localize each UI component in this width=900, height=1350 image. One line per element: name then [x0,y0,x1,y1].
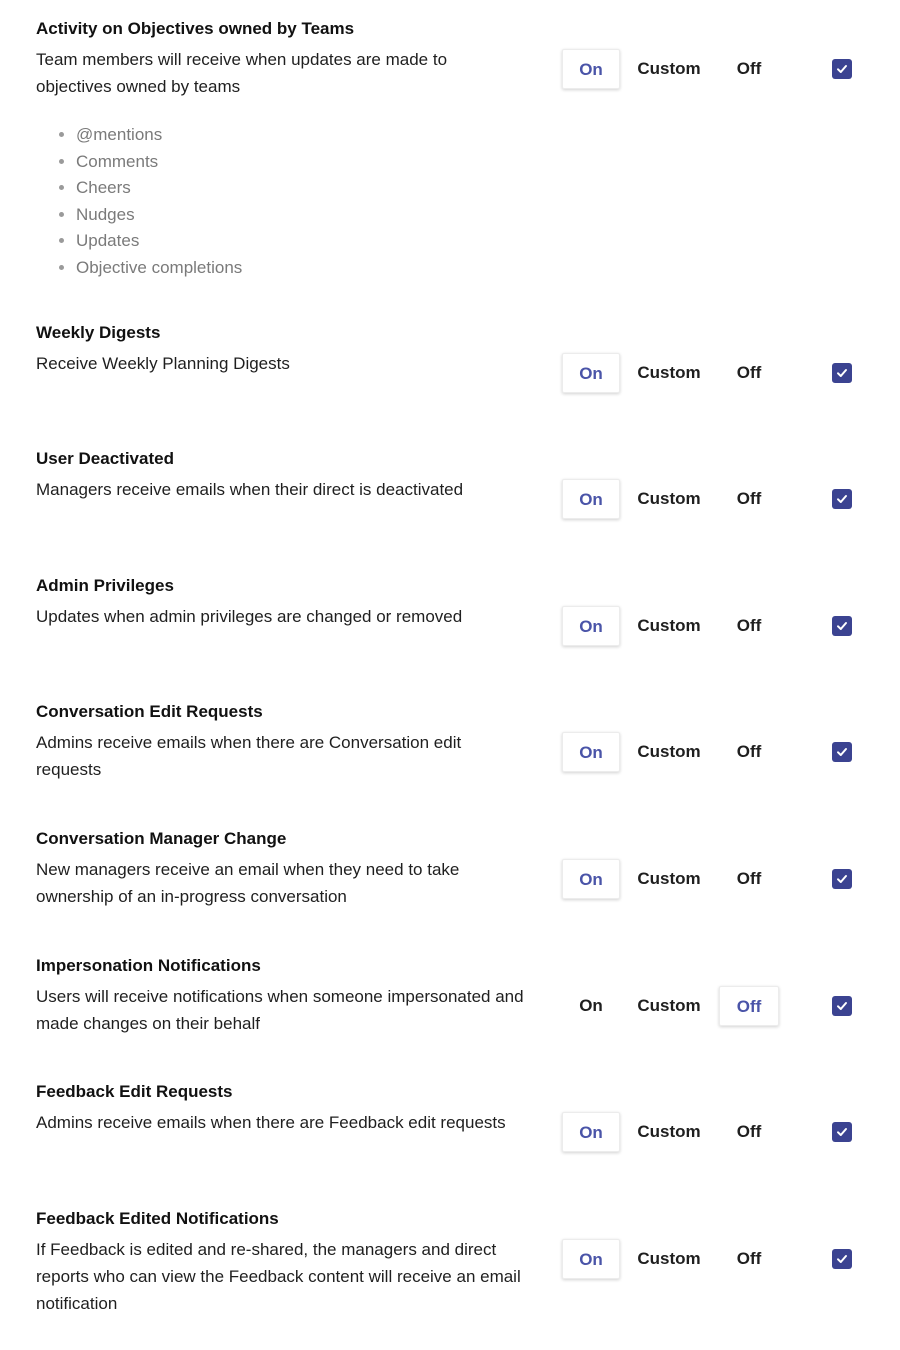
email-checkbox[interactable] [832,616,852,636]
notification-toggle-group [562,1112,852,1152]
setting-conversation-edit-requests [36,701,866,783]
toggle-on-button[interactable]: On [562,732,620,772]
activity-list-item: • Comments [76,149,866,176]
checkmark-icon [836,1126,848,1138]
toggle-on-button[interactable]: On [562,1239,620,1279]
setting-description: Users will receive notifications when someone impersonated and made changes on their behalf [36,987,524,1033]
setting-description: If Feedback is edited and re-shared, the managers and direct reports who can view the Feedback content will receive an email notification [36,1240,521,1313]
setting-description: Admins receive emails when there are Conversation edit requests [36,733,462,779]
toggle-off-button[interactable]: Off [736,363,762,382]
toggle-on-button[interactable]: On [579,996,603,1015]
setting-admin-privileges [36,575,866,636]
toggle-off-button[interactable]: Off [736,742,762,761]
toggle-custom-button[interactable]: Custom [637,59,701,78]
setting-title: Weekly Digests [36,323,161,342]
toggle-off-button[interactable]: Off [736,1122,762,1141]
toggle-on-button[interactable]: On [562,353,620,393]
toggle-off-button[interactable]: Off [736,616,762,635]
setting-impersonation-notifications [36,955,866,1037]
checkmark-icon [836,493,848,505]
activity-list-item: • Updates [76,228,866,255]
checkmark-icon [836,1253,848,1265]
setting-title: Admin Privileges [36,576,174,595]
setting-description: Managers receive emails when their direct is deactivated [36,480,464,499]
toggle-off-button[interactable]: Off [736,1249,762,1268]
toggle-on-button[interactable]: On [562,1112,620,1152]
setting-title: Feedback Edit Requests [36,1082,233,1101]
activity-list-item: • Cheers [76,175,866,202]
checkmark-icon [836,746,848,758]
notification-toggle-group [562,353,852,393]
toggle-custom-button[interactable]: Custom [637,869,701,888]
setting-description: New managers receive an email when they need to take ownership of an in-progress conversation [36,860,460,906]
notification-toggle-group [562,1239,852,1279]
setting-title: User Deactivated [36,449,174,468]
checkmark-icon [836,367,848,379]
toggle-off-button[interactable]: Off [736,59,762,78]
toggle-custom-button[interactable]: Custom [637,489,701,508]
setting-title: Feedback Edited Notifications [36,1209,279,1228]
email-checkbox[interactable] [832,489,852,509]
notification-toggle-group [562,986,852,1026]
toggle-custom-button[interactable]: Custom [637,616,701,635]
toggle-custom-button[interactable]: Custom [637,1249,701,1268]
email-checkbox[interactable] [832,1122,852,1142]
setting-weekly-digests [36,322,866,383]
checkmark-icon [836,620,848,632]
email-checkbox[interactable] [832,742,852,762]
setting-title: Conversation Manager Change [36,829,287,848]
setting-description: Team members will receive when updates are made to objectives owned by teams [36,50,448,96]
email-checkbox[interactable] [832,59,852,79]
notification-toggle-group [562,732,852,772]
setting-title: Conversation Edit Requests [36,702,263,721]
checkmark-icon [836,63,848,75]
email-checkbox[interactable] [832,363,852,383]
setting-feedback-edited-notifications [36,1208,866,1317]
email-checkbox[interactable] [832,869,852,889]
toggle-custom-button[interactable]: Custom [637,742,701,761]
activity-list-item: • Objective completions [76,255,866,282]
notification-toggle-group [562,606,852,646]
activity-list [36,122,866,282]
notification-toggle-group [562,859,852,899]
setting-description: Updates when admin privileges are changed or removed [36,607,463,626]
setting-title: Impersonation Notifications [36,956,261,975]
checkmark-icon [836,1000,848,1012]
setting-description: Admins receive emails when there are Feedback edit requests [36,1113,506,1132]
setting-conversation-manager-change [36,828,866,910]
toggle-on-button[interactable]: On [562,479,620,519]
notification-toggle-group [562,49,852,89]
setting-activity-on-objectives-owned-by-teams [36,18,866,282]
setting-feedback-edit-requests [36,1081,866,1142]
setting-title: Activity on Objectives owned by Teams [36,19,355,38]
toggle-on-button[interactable]: On [562,49,620,89]
toggle-on-button[interactable]: On [562,606,620,646]
activity-list-item: • @mentions [76,122,866,149]
toggle-custom-button[interactable]: Custom [637,363,701,382]
setting-description: Receive Weekly Planning Digests [36,354,290,373]
toggle-off-button[interactable]: Off [719,986,779,1026]
toggle-off-button[interactable]: Off [736,489,762,508]
toggle-off-button[interactable]: Off [736,869,762,888]
toggle-custom-button[interactable]: Custom [637,1122,701,1141]
checkmark-icon [836,873,848,885]
activity-list-item: • Nudges [76,202,866,229]
setting-user-deactivated [36,448,866,509]
email-checkbox[interactable] [832,1249,852,1269]
toggle-custom-button[interactable]: Custom [637,996,701,1015]
toggle-on-button[interactable]: On [562,859,620,899]
notification-toggle-group [562,479,852,519]
email-checkbox[interactable] [832,996,852,1016]
